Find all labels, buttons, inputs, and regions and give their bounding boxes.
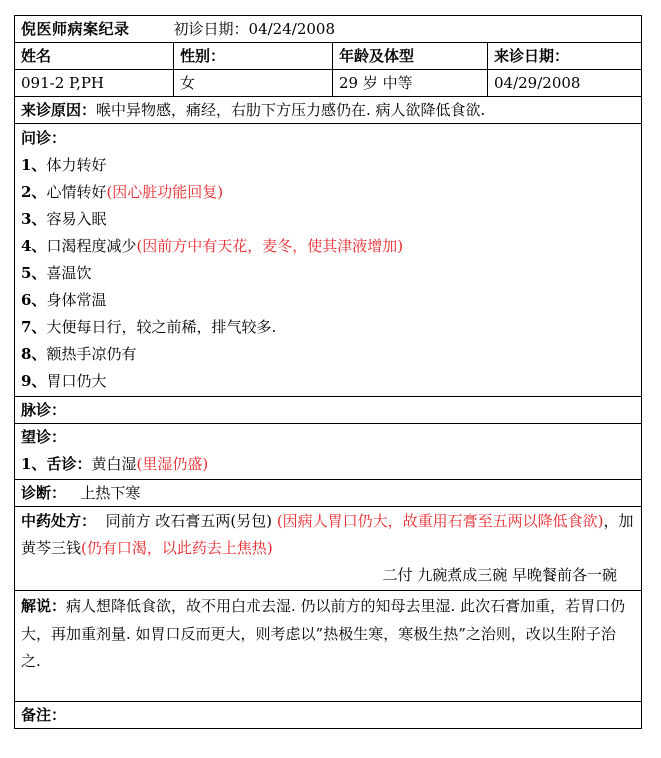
pulse-row <box>15 397 642 424</box>
case-record-table <box>14 15 642 729</box>
reason-cell <box>15 97 642 124</box>
inquiry-row <box>15 124 642 397</box>
observation-cell <box>15 424 642 480</box>
tongue-note: (里湿仍盛) <box>136 455 209 473</box>
reason-label: 来诊原因： <box>21 101 97 119</box>
tongue-label: 舌诊： <box>46 455 92 473</box>
inquiry-item: 7、大便每日行，较之前稀，排气较多. <box>21 318 277 336</box>
prescription-note-2: (仍有口渴，以此药去上焦热) <box>81 539 273 557</box>
reason-text: 喉中异物感，痛经，右肋下方压力感仍在. 病人欲降低食欲. <box>96 101 486 119</box>
patient-row <box>15 70 642 97</box>
observation-row <box>15 424 642 480</box>
inquiry-item: 3、容易入眠 <box>21 210 107 228</box>
patient-name: 091-2 P,PH <box>15 70 174 97</box>
inquiry-item: 6、身体常温 <box>21 291 107 309</box>
inquiry-cell <box>15 124 642 397</box>
visit-date-header: 来诊日期： <box>488 43 642 70</box>
explanation-row <box>15 591 642 702</box>
notes-row <box>15 702 642 729</box>
prescription-dosage: 二付 九碗煮成三碗 早晚餐前各一碗 <box>382 566 617 584</box>
explanation-text: 病人想降低食欲，故不用白朮去湿. 仍以前方的知母去里湿. 此次石膏加重，若胃口仍大，再加重剂量. 如胃口反而更大，则考虑以”热极生寒，寒极生热”之治则，改以生附子治之. <box>21 597 626 670</box>
prescription-note-1: (因病人胃口仍大，故重用石膏至五两以降低食欲) <box>276 512 604 530</box>
diagnosis-row <box>15 480 642 507</box>
column-header-row <box>15 43 642 70</box>
record-title: 倪医师病案纪录 <box>21 20 130 38</box>
prescription-body <box>21 508 635 562</box>
inquiry-item: 5、喜温饮 <box>21 264 92 282</box>
inquiry-item: 9、胃口仍大 <box>21 372 107 390</box>
first-visit-date: 04/24/2008 <box>248 20 335 38</box>
inquiry-item: 8、额热手凉仍有 <box>21 345 137 363</box>
diagnosis-label: 诊断： <box>21 484 67 502</box>
patient-gender: 女 <box>174 70 333 97</box>
inquiry-item: 2、心情转好(因心脏功能回复) <box>21 183 224 201</box>
prescription-text-2: ，加黄芩三钱 <box>21 512 634 557</box>
title-cell <box>15 16 642 43</box>
name-header: 姓名 <box>15 43 174 70</box>
diagnosis-text: 上热下寒 <box>80 484 141 502</box>
tongue-num: 1、 <box>21 455 47 473</box>
inquiry-item: 4、口渴程度减少(因前方中有天花，麦冬，使其津液增加) <box>21 237 404 255</box>
explanation-label: 解说： <box>21 597 67 615</box>
prescription-row <box>15 507 642 591</box>
notes-label: 备注： <box>15 702 642 729</box>
reason-row <box>15 97 642 124</box>
prescription-cell <box>15 507 642 591</box>
first-visit-label: 初诊日期： <box>173 20 249 38</box>
inquiry-item: 1、体力转好 <box>21 156 107 174</box>
tongue-line <box>21 451 635 478</box>
patient-visit-date: 04/29/2008 <box>488 70 642 97</box>
observation-label: 望诊： <box>21 428 67 446</box>
title-row <box>15 16 642 43</box>
diagnosis-cell <box>15 480 642 507</box>
tongue-text: 黄白湿 <box>91 455 137 473</box>
inquiry-label: 问诊： <box>21 129 67 147</box>
explanation-cell <box>15 591 642 702</box>
patient-age-build: 29 岁 中等 <box>333 70 488 97</box>
prescription-label: 中药处方： <box>21 512 97 530</box>
prescription-text-1: 同前方 改石膏五两(另包) <box>105 512 277 530</box>
pulse-label: 脉诊： <box>15 397 642 424</box>
age-build-header: 年龄及体型 <box>333 43 488 70</box>
case-record-sheet <box>14 15 641 729</box>
gender-header: 性别： <box>174 43 333 70</box>
